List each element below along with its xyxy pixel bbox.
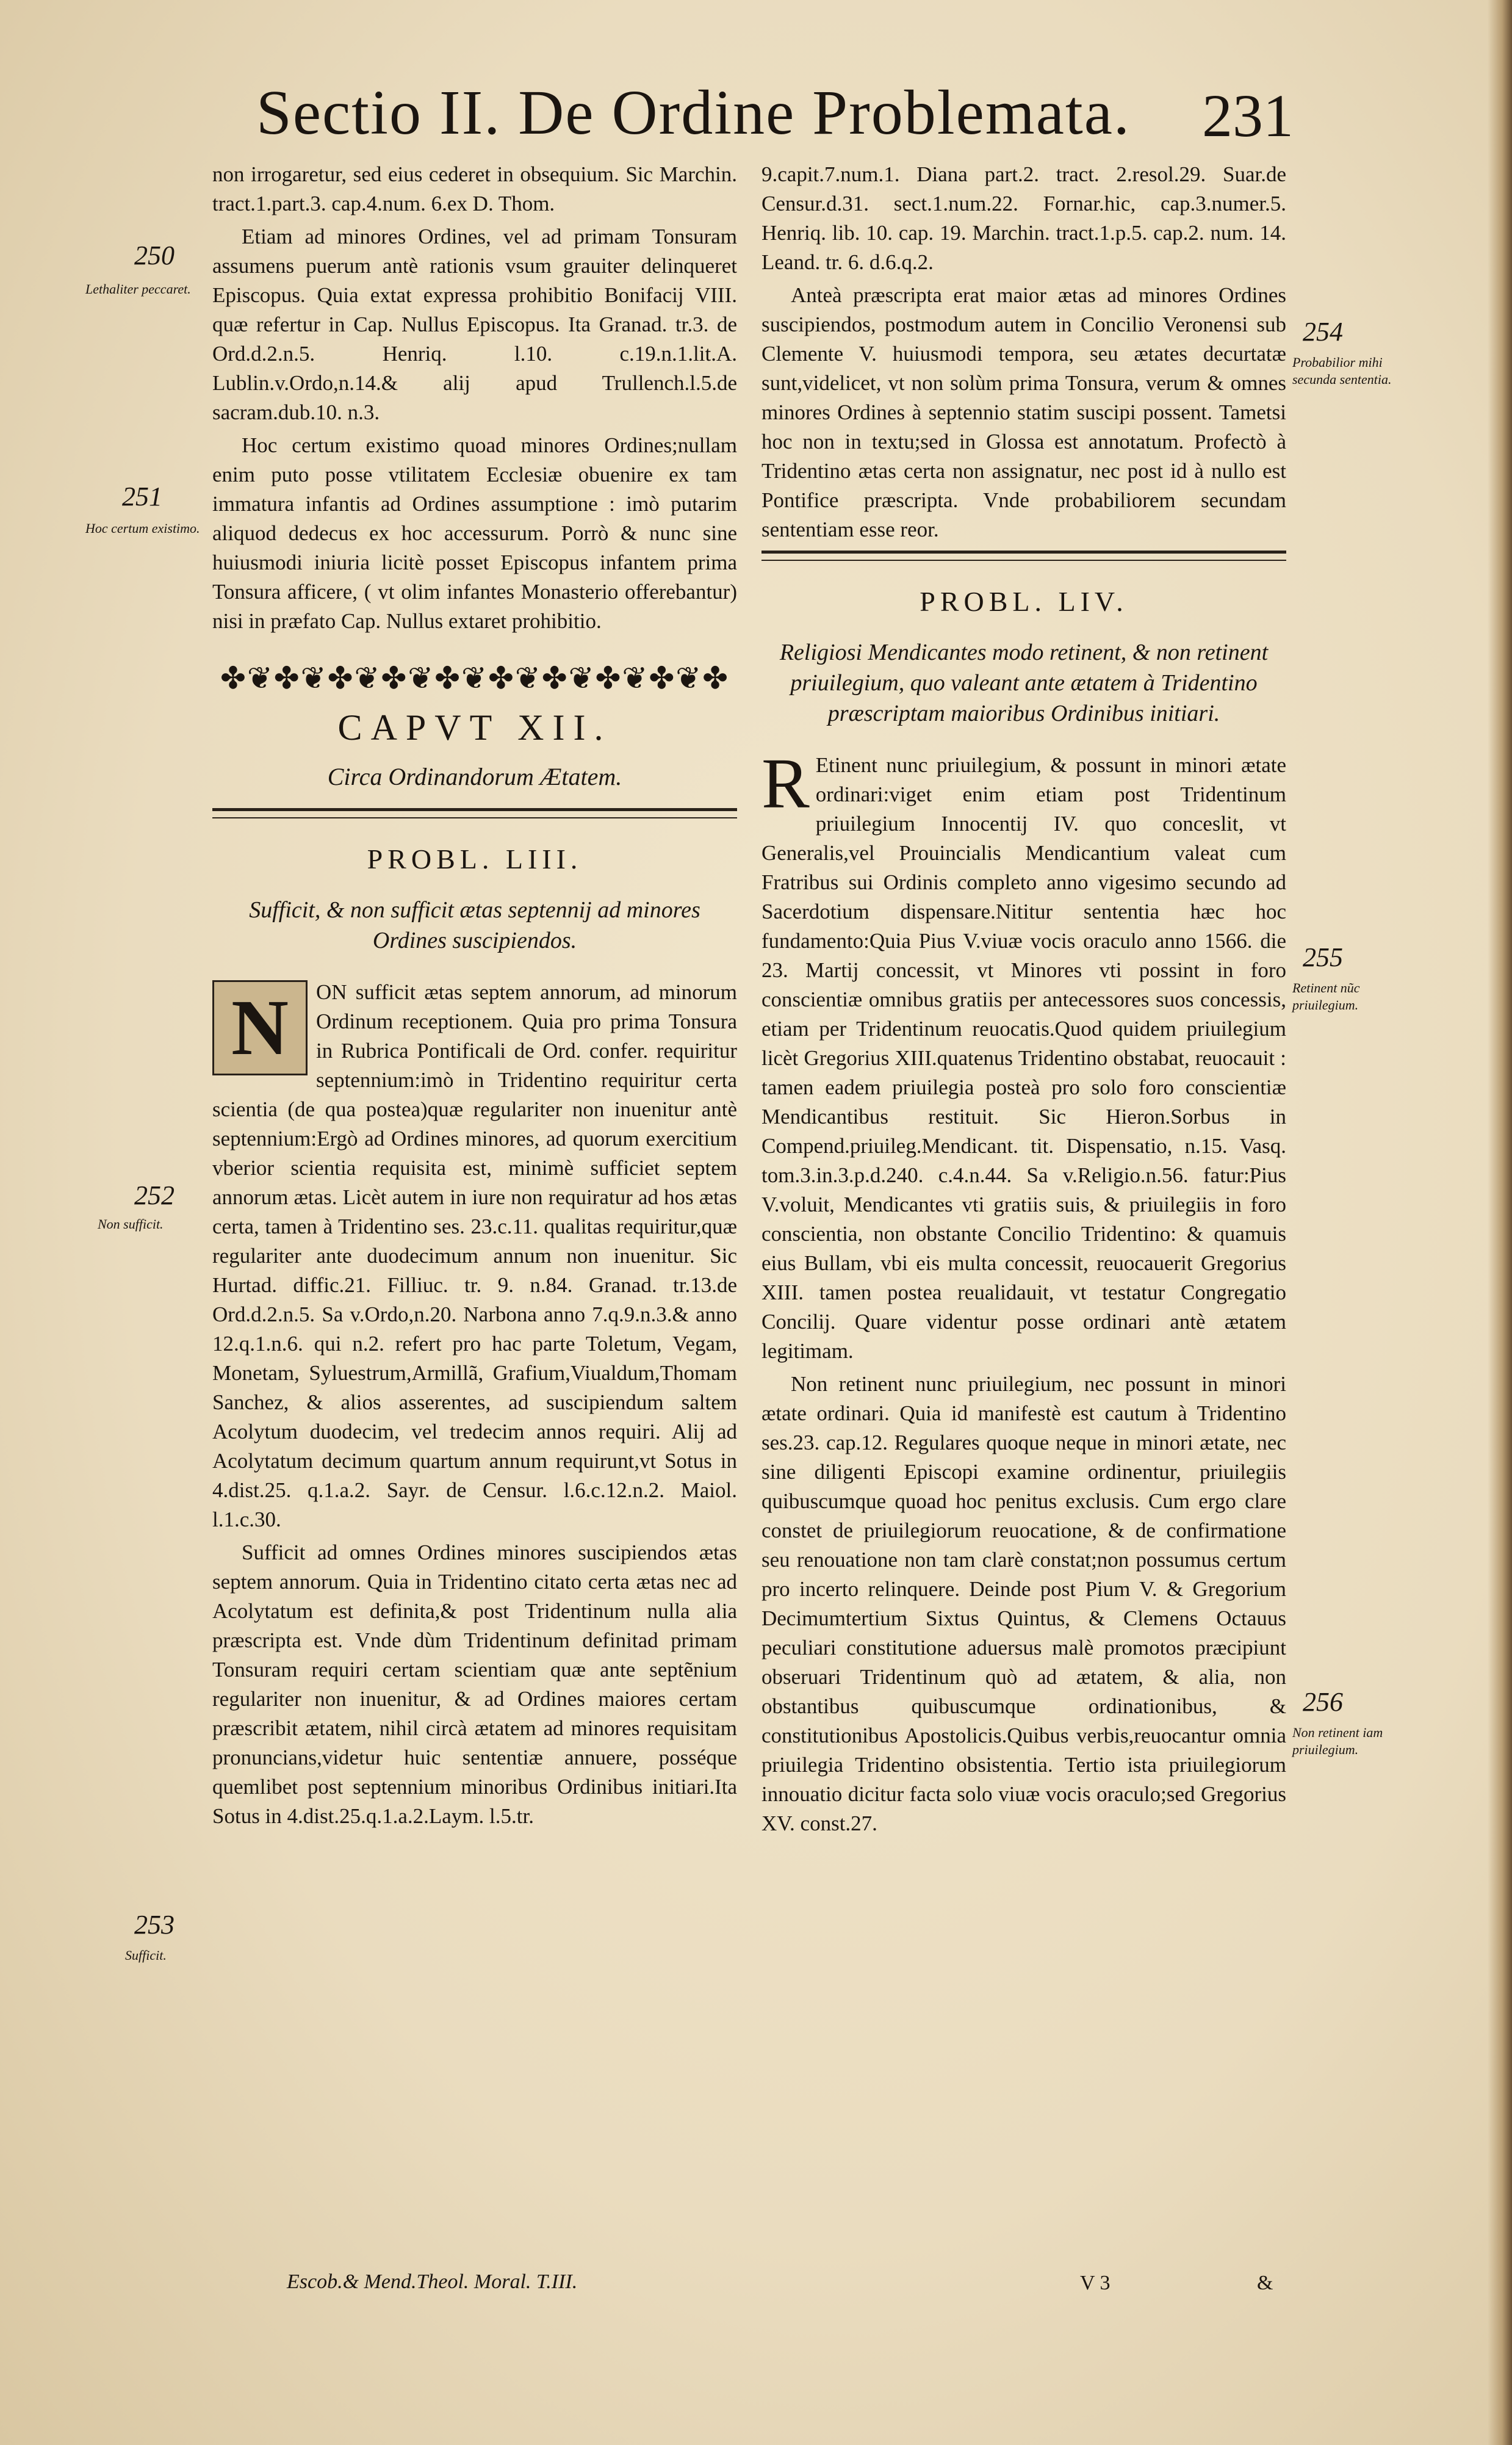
paragraph-255 [761,743,1286,1366]
section-rule [212,808,737,818]
margin-number: 255 [1303,942,1343,972]
paragraph-251: Hoc certum existimo quoad minores Ordines;nullam enim puto posse vtilitatem Ecclesiæ obuenire ex tam immatura infantis ad Ordines assumptione : imò putarim aliquod dedecus ex hoc accessurum. Porrò & nunc sine huiusmodi iniuria licitè posset Episcopus infantem prima Tonsura afficere, ( vt olim infantes Monasterio offerebantur) nisi in præfato Cap. Nullus extaret prohibitio. [212,433,737,633]
signature-mark: V 3 [1080,2272,1111,2294]
paragraph-253: Sufficit ad omnes Ordines minores suscipiendos ætas septem annorum. Quia in Tridentino citato certa ætas nec ad Acolytatum est definita,& post Tridentinum nulla alia præscripta est. Vnde dùm Tridentinum definitad primam Tonsuram requiri certam scientiam quæ ante septẽnium regulariter non inuenitur, & ad Ordines maiores certam præscribit ætatem, nihil circà ætatem ad minores requisitam pronuncians,videtur huic sententiæ annuere, posséque quemlibet post septennium minoribus Ordinibus initiari.Ita Sotus in 4.dist.25.q.1.a.2.Laym. l.5.tr. [212,1540,737,1828]
paragraph: 9.capit.7.num.1. Diana part.2. tract. 2.resol.29. Suar.de Censur.d.31. sect.1.num.22. Fornar.hic, cap.3.numer.5. Henriq. lib. 10. cap. 19. Marchin. tract.1.p.5. cap.2. num. 14. Leand. tr. 6. d.6.q.2. [761,162,1286,274]
problem-heading: PROBL. LIII. [367,843,583,875]
margin-number: 252 [134,1180,175,1210]
margin-note: Probabilior mihi secunda sententia. [1292,355,1392,387]
margin-number: 250 [134,240,175,270]
chapter-subtitle: Circa Ordinandorum Ætatem. [327,763,622,790]
paragraph-252-text: ON sufficit ætas septem annorum, ad minorum Ordinum receptionem. Quia pro prima Tonsura in Rubrica Pontificali de Ord. confer. requiritur septennium:imò in Tridentino requiritur certa scientia (de qua postea)quæ regulariter non inuenitur antè septennium:Ergò ad Ordines minores, ad quorum exercitium vberior scientia requisita est, minimè sufficiet septem annorum ætas. Licèt autem in iure non requiratur ad hos ætas certa, tamen à Tridentino ses. 23.c.11. qualitas requiritur,quæ regulariter ante duodecimum annum non inuenitur. Sic Hurtad. diffic.21. Filliuc. tr. 9. n.84. Granad. tr.13.de Ord.d.2.n.5. Sa v.Ordo,n.20. Narbona anno 7.q.9.n.3.& anno 12.q.1.n.6. qui n.2. refert pro hac parte Toletum, Vegam, Monetam, Syluestrum,Armillã, Grafium,Viualdum,Thomam Sanchez, & alios asserentes, ad suscipiendum saltem Acolytum duodecim, vel tredecim annos requiri. Alij ad Acolytatum decimum quartum annum requirunt,vt Sotus in 4.dist.25. q.1.a.2. Sayr. de Censur. l.6.c.12.n.2. Maiol. l.1.c.30. [212,980,737,1531]
margin-note: Lethaliter peccaret. [85,281,191,297]
footer-imprint: Escob.& Mend.Theol. Moral. T.III. [287,2270,578,2293]
catchword: & [1257,2272,1273,2294]
ornament-band: ✤❦✤❦✤❦✤❦✤❦✤❦✤❦✤❦✤❦✤ [220,661,729,695]
margin-note: Non retinent iam priuilegium. [1292,1725,1383,1757]
paragraph: non irrogaretur, sed eius cederet in obsequium. Sic Marchin. tract.1.part.3. cap.4.num. 6.ex D. Thom. [212,162,737,215]
margin-note: Sufficit. [125,1948,167,1963]
paragraph-252 [212,978,737,1534]
problem-question: Religiosi Mendicantes modo retinent, & non retinent priuilegium, quo valeant ante ætatem à Tridentino præscriptam maioribus Ordinibus initiari. [779,640,1269,726]
page-number: 231 [1202,82,1294,150]
section-rule [761,551,1286,561]
problem-heading: PROBL. LIV. [920,586,1128,617]
running-head: Sectio II. De Ordine Problemata. [256,78,1131,148]
margin-number: 254 [1303,317,1343,347]
margin-number: 251 [122,482,162,511]
paragraph-250: Etiam ad minores Ordines, vel ad primam Tonsuram assumens puerum antè rationis vsum grauiter delinqueret Episcopus. Quia extat expressa prohibitio Bonifacij VIII. quæ refertur in Cap. Nullus Episcopus. Ita Granad. tr.3. de Ord.d.2.n.5. Henriq. l.10. c.19.n.1.lit.A. Lublin.v.Ordo,n.14.& alij apud Trullench.l.5.de sacram.dub.10. n.3. [212,225,737,424]
page-gutter-shadow [1488,0,1512,2445]
paragraph-256: Non retinent nunc priuilegium, nec possunt in minori ætate ordinari. Quia id manifestè est cautum à Tridentino ses.23. cap.12. Regulares quoque neque in minori ætate, nec sine diligenti Episcopi examine ordinentur, priuilegiis quibuscumque quoad hoc penitus exclusis. Cum ergo clare constet de priuilegiorum reuocatione, & de confirmatione seu renouatione non tam clarè constat;non possumus certum pro incerto relinquere. Deinde post Pium V. & Gregorium Decimumtertium Sixtus Quintus, & Clemens Octauus peculiari constitutione aduersus malè promotos præcipiunt obseruari Tridentinum quò ad ætatem, & alia, non obstantibus quibuscumque ordinationibus, & constitutionibus Apostolicis.Quibus verbis,reuocantur omnia priuilegia Tridentino obsistentia. Tertio ista priuilegiorum innouatio dicitur facta solo viuæ vocis oraculo;sed Gregorius XV. const.27. [761,1372,1286,1835]
right-column [761,160,1286,1842]
left-column [212,160,737,1835]
decorated-initial: N [212,980,308,1075]
paragraph-255-text: Etinent nunc priuilegium, & possunt in minori ætate ordinari:viget enim etiam post Tridentinum priuilegium Innocentij IV. quo conceslit, vt Generalis,vel Prouincialis Mendicantium valeat cum Fratribus sui Ordinis completo anno vigesimo secundo ad Sacerdotium dispensare.Nititur sententia hæc hoc fundamento:Quia Pius V.viuæ vocis oraculo anno 1566. die 23. Martij concessit, vt Minores vti possint in foro conscientiæ omnibus gratiis per antecessores suos concessis, etiam per Tridentinum reuocatis.Quod quidem priuilegium licèt Gregorius XIII.quatenus Tridentino obstabat, reuocauit : tamen eadem priuilegia posteà pro solo foro conscientiæ Mendicantibus restituit. Sic Hieron.Sorbus in Compend.priuileg.Mendicant. tit. Dispensatio, n.15. Vasq. tom.3.in.3.p.d.240. c.4.n.44. Sa v.Religio.n.56. fatur:Pius V.voluit, Mendicantes vti gratiis suis, & priuilegiis in foro conscientia, non obstante Concilio Tridentino: & quamuis eius Bullam, vbi eis multa concessit, reuocauerit Gregorius XIII. tamen postea reualidauit, vt testatur Congregatio Concilij. Quare videntur posse ordinari antè ætatem legitimam. [761,753,1286,1363]
problem-question: Sufficit, & non sufficit ætas septennij ad minores Ordines suscipiendos. [249,897,700,953]
margin-note: Retinent nũc priuilegium. [1292,980,1360,1013]
paragraph-254: Anteà præscripta erat maior ætas ad minores Ordines suscipiendos, postmodum autem in Concilio Veronensi sub Clemente V. huiusmodi tempora, seu ætates decurtatæ sunt,videlicet, vt non solùm prima Tonsura, verum & omnes minores Ordines à septennio statim suscipi possent. Tametsi hoc non in textu;sed in Glossa est annotatum. Profectò à Tridentino ætas certa non assignatur, nec post id à nullo est Pontifice præscripta. Vnde probabiliorem secundam sententiam esse reor. [761,283,1286,541]
initial-letter: R [761,743,810,823]
margin-note: Non sufficit. [98,1216,164,1232]
margin-note: Hoc certum existimo. [85,521,200,536]
chapter-heading: CAPVT XII. [337,707,612,748]
margin-number: 256 [1303,1687,1343,1717]
margin-number: 253 [134,1910,175,1940]
